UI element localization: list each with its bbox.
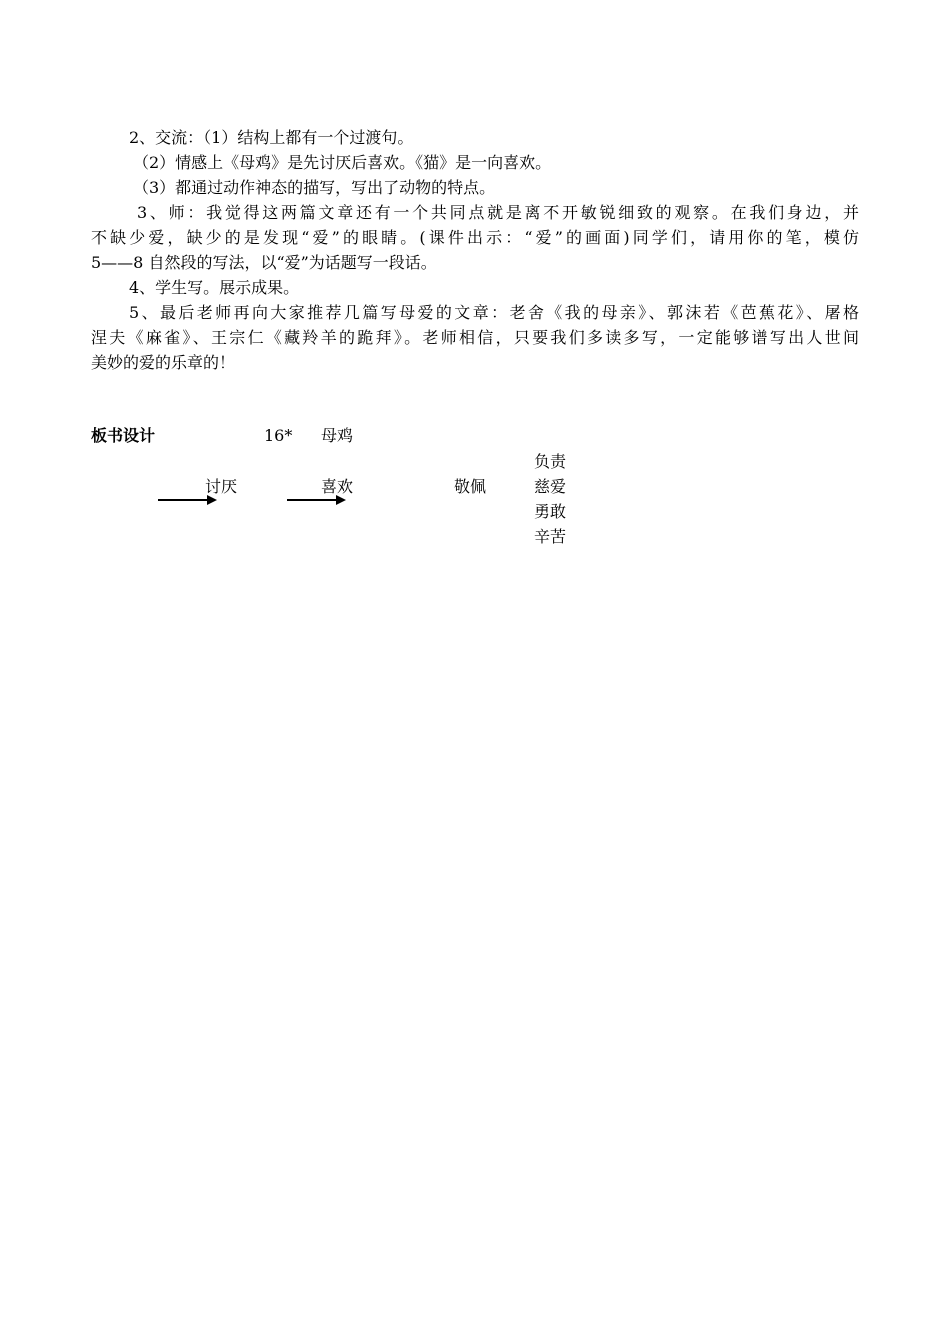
word-dislike: 讨厌 xyxy=(205,477,238,496)
paragraph-exchange-3: （3）都通过动作神态的描写，写出了动物的特点。 xyxy=(133,178,496,197)
trait-loving: 慈爱 xyxy=(534,477,567,496)
paragraph-teacher-line-2: 不缺少爱，缺少的是发现“爱”的眼睛。(课件出示：“爱”的画面)同学们，请用你的笔，模仿 xyxy=(91,228,859,247)
paragraph-teacher-line-1: 3、师：我觉得这两篇文章还有一个共同点就是离不开敏锐细致的观察。在我们身边，并 xyxy=(137,203,859,222)
paragraph-recommend-line-2: 涅夫《麻雀》、王宗仁《藏羚羊的跪拜》。老师相信，只要我们多读多写，一定能够谱写出人世间 xyxy=(91,328,859,347)
paragraph-exchange: 2、交流：（1）结构上都有一个过渡句。 xyxy=(129,128,414,147)
paragraph-students-write: 4、学生写。展示成果。 xyxy=(129,278,300,297)
word-like: 喜欢 xyxy=(321,477,354,496)
paragraph-recommend-line-3: 美妙的爱的乐章的！ xyxy=(91,353,236,372)
paragraph-exchange-2: （2）情感上《母鸡》是先讨厌后喜欢。《猫》是一向喜欢。 xyxy=(133,153,552,172)
trait-responsible: 负责 xyxy=(534,452,567,471)
lesson-title: 母鸡 xyxy=(321,426,354,445)
trait-brave: 勇敢 xyxy=(534,502,567,521)
arrow-right-icon xyxy=(158,499,208,501)
lesson-number: 16* xyxy=(264,426,293,445)
arrow-right-icon xyxy=(287,499,337,501)
word-admire: 敬佩 xyxy=(454,477,487,496)
paragraph-recommend-line-1: 5、最后老师再向大家推荐几篇写母爱的文章：老舍《我的母亲》、郭沫若《芭蕉花》、屠格 xyxy=(129,303,859,322)
trait-hardworking: 辛苦 xyxy=(534,527,567,546)
board-design-heading: 板书设计 xyxy=(91,426,156,445)
paragraph-teacher-line-3: 5——8 自然段的写法，以“爱”为话题写一段话。 xyxy=(91,253,437,272)
